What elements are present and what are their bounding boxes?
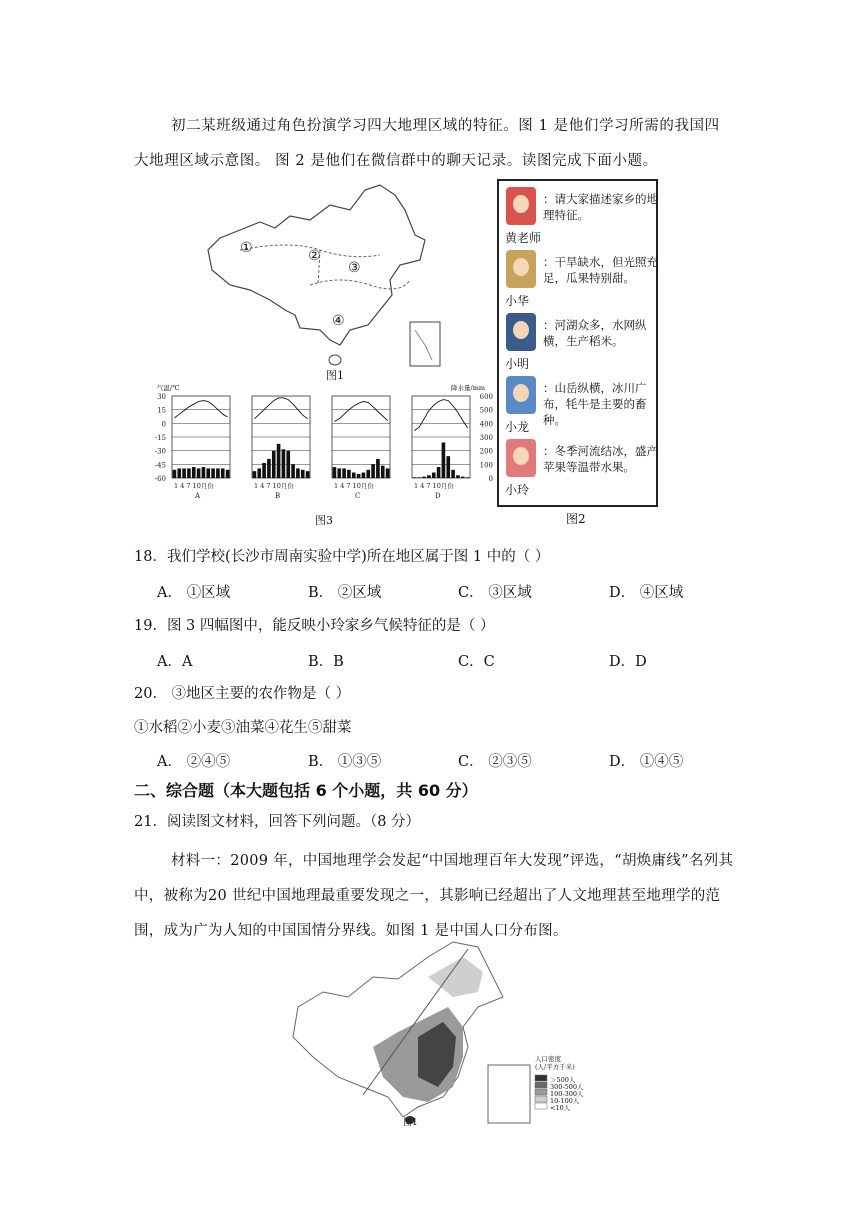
precip-bar [192,467,196,478]
precip-bar [347,470,351,478]
precip-bar [461,477,465,478]
q19-stem: 19．图 3 四幅图中，能反映小玲家乡气候特征的是（ ） [134,618,495,634]
avatar [506,250,536,288]
month-tick-label: 1 4 7 10月份 [334,482,374,490]
month-tick-label: 1 4 7 10月份 [254,482,294,490]
precip-bar [202,467,206,478]
q18-option-a[interactable]: A． ①区域 [157,585,231,601]
section-2-heading: 二、综合题（本大题包括 6 个小题，共 60 分） [134,781,478,800]
legend-item-1: ＞500人 [550,1076,576,1084]
population-map [278,937,578,1127]
precip-bar [352,473,356,478]
precip-bar [376,459,380,478]
precip-bar [386,468,390,478]
avatar [506,313,536,351]
region-2-label: ② [308,248,321,264]
precip-bar [286,451,290,478]
region-3-label: ③ [348,260,361,276]
region-1-label: ① [240,240,253,256]
legend-item-4: 10-100人 [550,1097,580,1105]
q19-option-b[interactable]: B．B [308,654,344,670]
q20-stem: 20． ③地区主要的农作物是（ ） [134,686,351,702]
precip-bar [301,470,305,478]
q20-option-b[interactable]: B． ①③⑤ [308,754,382,770]
precip-bar [187,468,191,478]
precip-axis-label: 降水量/mm [451,384,486,392]
fig1-caption: 图1 [326,369,344,382]
precip-bar [182,468,186,478]
precip-tick-label: 100 [479,461,493,470]
precip-bar [422,477,426,478]
q18-option-d[interactable]: D． ④区域 [609,585,684,601]
precip-bar [413,477,417,478]
q20-sub: ①水稻②小麦③油菜④花生⑤甜菜 [134,720,352,736]
chat-message: ：山岳纵横，冰川广布，牦牛是主要的畜种。 [543,381,647,427]
legend-title: 人口密度 [535,1055,561,1063]
chat-message: ：河湖众多，水网纵横，生产稻米。 [543,318,647,348]
month-tick-label: 1 4 7 10月份 [174,482,214,490]
fig1-region-map [200,180,450,370]
precip-bar [257,468,261,478]
precip-tick-label: 0 [488,475,493,483]
legend-item-2: 300-500人 [550,1083,584,1091]
precip-bar [216,468,220,478]
avatar [506,439,536,477]
precip-bar [446,456,450,478]
precip-bar [296,468,300,478]
precip-bar [211,468,215,478]
q19-option-c[interactable]: C．C [458,654,495,670]
panel-label: A [195,492,201,500]
precip-bar [417,477,421,478]
legend-item-5: <10人 [550,1104,571,1112]
precip-bar [177,468,181,478]
precip-bar [466,477,470,478]
precip-bar [437,467,441,478]
chat-user-name: 小龙 [505,420,530,434]
panel-label: B [275,492,281,500]
precip-bar [337,468,341,478]
fig2-caption: 图2 [566,512,586,526]
avatar [506,376,536,414]
temp-tick-label: 15 [157,406,166,415]
chat-user-name: 小华 [505,294,530,308]
precip-tick-label: 600 [479,393,493,401]
q20-option-c[interactable]: C． ②③⑤ [458,754,532,770]
precip-bar [253,471,257,478]
legend-unit: (人/平方千米) [535,1063,575,1071]
temp-tick-label: -60 [154,475,166,483]
precip-tick-label: 200 [479,447,493,456]
precip-bar [333,467,337,478]
chat-message: ：请大家描述家乡的地理特征。 [543,192,658,222]
chat-user-name: 小明 [505,357,530,371]
precip-bar [371,464,375,478]
q19-option-d[interactable]: D．D [609,654,647,670]
temp-tick-label: -45 [154,461,166,470]
precip-bar [342,468,346,478]
precip-bar [456,475,460,478]
precip-bar [381,466,385,478]
temp-axis-label: 气温/℃ [157,384,180,392]
temp-tick-label: -15 [154,434,166,442]
precip-bar [427,475,431,478]
precip-bar [197,468,201,478]
precip-bar [432,473,436,478]
q20-option-d[interactable]: D． ①④⑤ [609,754,684,770]
q21-stem: 21．阅读图文材料，回答下列问题。（8 分） [134,814,421,830]
precip-bar [262,463,266,478]
q18-option-b[interactable]: B． ②区域 [308,585,382,601]
q18-stem: 18．我们学校(长沙市周南实验中学)所在地区属于图 1 中的（ ） [134,549,550,565]
temp-tick-label: 30 [157,393,166,401]
chat-user-name: 黄老师 [505,231,542,245]
avatar [506,187,536,225]
precip-bar [221,468,225,478]
chat-message: ：干旱缺水，但光照充足，瓜果特别甜。 [543,255,658,285]
pop-inset [488,1065,530,1123]
precip-bar [272,451,276,478]
precip-bar [206,468,210,478]
precip-bar [366,470,370,478]
panel-label: C [355,492,361,500]
precip-tick-label: 500 [479,406,493,415]
precip-bar [451,470,455,478]
china-outline [208,185,425,345]
chat-message: ：冬季河流结冰，盛产苹果等温带水果。 [543,444,658,474]
intro-paragraph: 初二某班级通过角色扮演学习四大地理区域的特征。图 1 是他们学习所需的我国四大地理区域示意图。 图 2 是他们在微信群中的聊天记录。读图完成下面小题。 [134,118,720,169]
fig2-chat-panel [497,179,658,507]
precip-bar [291,464,295,478]
precip-bar [357,474,361,478]
temp-tick-label: 0 [161,420,166,429]
temp-tick-label: -30 [154,447,166,456]
precip-bar [306,471,310,478]
fig3-climate-charts [150,392,495,504]
precip-bar [282,449,286,478]
pop-map-caption: 图1 [403,1118,418,1128]
region-4-label: ④ [332,313,345,329]
month-tick-label: 1 4 7 10月份 [414,482,454,490]
q21-material: 材料一：2009 年，中国地理学会发起“中国地理百年大发现”评选，“胡焕庸线”名列其中，被称为20 世纪中国地理最重要发现之一，其影响已经超出了人文地理甚至地理学的范围，成为广为人知的中国国情分界线。如图 1 是中国人口分布图。 [134,853,734,939]
chat-user-name: 小玲 [505,483,530,497]
precip-bar [267,459,271,478]
precip-bar [442,442,446,478]
precip-bar [277,444,281,478]
legend-item-3: 100-300人 [550,1090,584,1098]
q20-option-a[interactable]: A． ②④⑤ [157,754,231,770]
precip-bar [226,470,230,478]
fig3-caption: 图3 [315,514,333,527]
precip-bar [362,473,366,478]
south-sea-inset [410,322,440,366]
precip-tick-label: 400 [479,420,493,429]
panel-label: D [435,492,441,500]
precip-tick-label: 300 [479,434,493,442]
q19-option-a[interactable]: A．A [157,654,193,670]
precip-bar [173,470,177,478]
q18-option-c[interactable]: C． ③区域 [458,585,532,601]
